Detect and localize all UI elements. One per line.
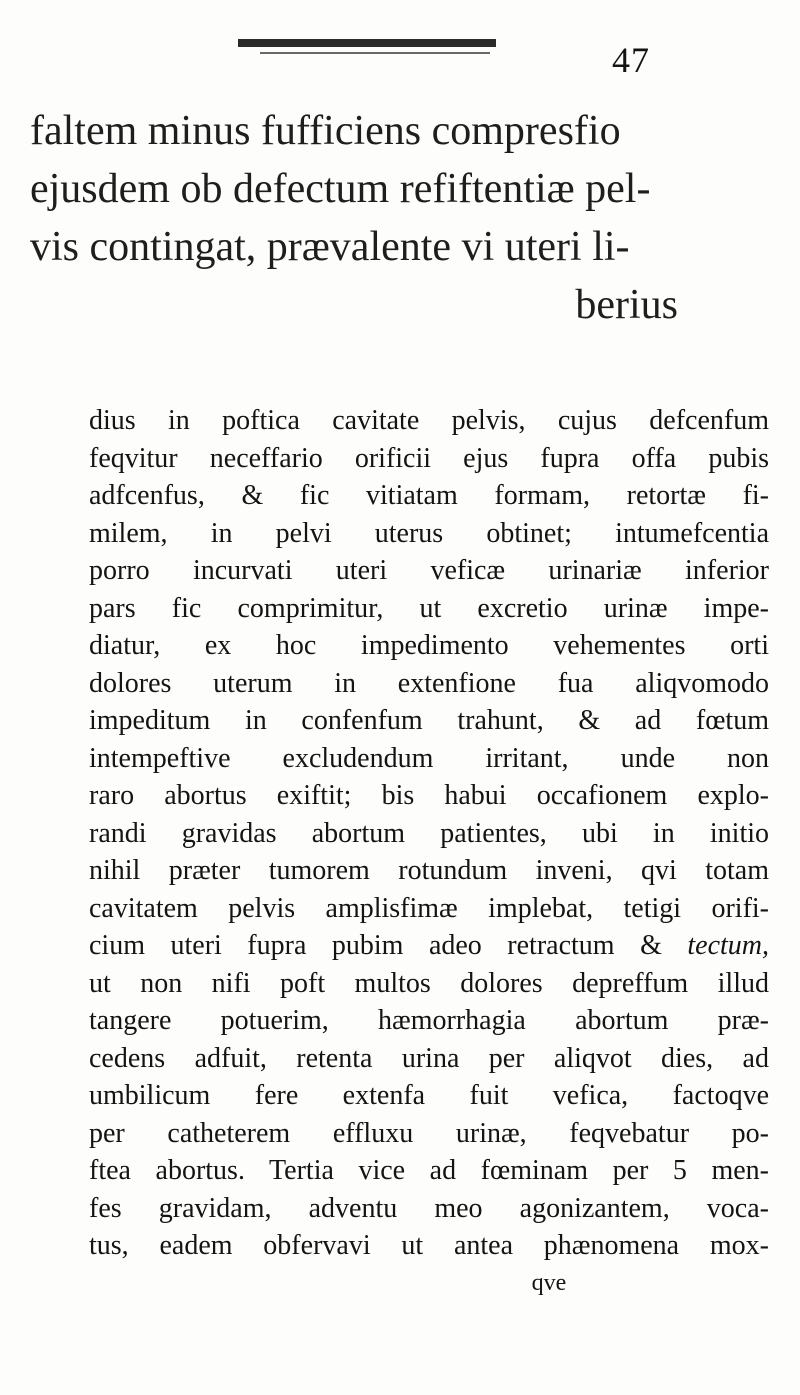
text-line: tangere potuerim, hæmorrhagia abortum præ- xyxy=(89,1005,769,1036)
header-rule-thin xyxy=(260,52,490,54)
text-line: berius xyxy=(575,282,678,328)
text-line: dius in poftica cavitate pelvis, cujus defcenfum xyxy=(89,405,769,436)
text-line: dolores uterum in extenfione fua aliqvomodo xyxy=(89,667,769,699)
text-line: diatur, ex hoc impedimento vehementes orti xyxy=(89,630,769,661)
text-line: impeditum in confenfum trahunt, & ad fœtum xyxy=(89,705,769,736)
text-line: ut non nifi poft multos dolores depreffum illud xyxy=(89,967,769,999)
text-segment: cium uteri fupra pubim adeo retractum & tectum, xyxy=(89,930,769,961)
text-line: milem, in pelvi uterus obtinet; intumefcentia xyxy=(89,517,769,549)
text-line: cedens adfuit, retenta urina per aliqvot dies, ad xyxy=(89,1042,769,1074)
catchword: qve xyxy=(531,1269,567,1296)
text-line: tus, eadem obfervavi ut antea phænomena mox- xyxy=(89,1230,769,1261)
header-rule xyxy=(238,39,496,47)
text-line: feqvitur neceffario orificii ejus fupra offa pubis xyxy=(89,442,769,474)
page-number: 47 xyxy=(612,40,650,80)
text-line: raro abortus exiftit; bis habui occafionem explo- xyxy=(89,780,769,811)
text-line: ejusdem ob defectum refiftentiæ pel- xyxy=(30,166,651,212)
text-line: porro incurvati uteri veficæ urinariæ inferior xyxy=(89,555,769,586)
text-line: nihil præter tumorem rotundum inveni, qvi totam xyxy=(89,855,769,886)
text-line: fes gravidam, adventu meo agonizantem, voca- xyxy=(89,1192,769,1224)
text-line: ftea abortus. Tertia vice ad fœminam per 5 men- xyxy=(89,1155,769,1186)
text-line: umbilicum fere extenfa fuit vefica, factoqve xyxy=(89,1080,769,1111)
italic-text: tectum, xyxy=(687,930,769,961)
text-line: pars fic comprimitur, ut excretio urinæ impe- xyxy=(89,592,769,624)
large-type-block xyxy=(30,102,770,334)
text-line: vis contingat, prævalente vi uteri li- xyxy=(30,224,630,270)
text-line: cavitatem pelvis amplisfimæ implebat, tetigi orifi- xyxy=(89,892,769,924)
body-text-block xyxy=(89,402,769,1302)
text-line: randi gravidas abortum patientes, ubi in initio xyxy=(89,817,769,849)
text-line: intempeftive excludendum irritant, unde non xyxy=(89,742,769,774)
text-line xyxy=(89,927,769,965)
text-line: adfcenfus, & fic vitiatam formam, retortæ fi- xyxy=(89,480,769,511)
text-line: per catheterem effluxu urinæ, feqvebatur po- xyxy=(89,1117,769,1149)
text-line: faltem minus fufficiens compresfio xyxy=(30,108,621,154)
